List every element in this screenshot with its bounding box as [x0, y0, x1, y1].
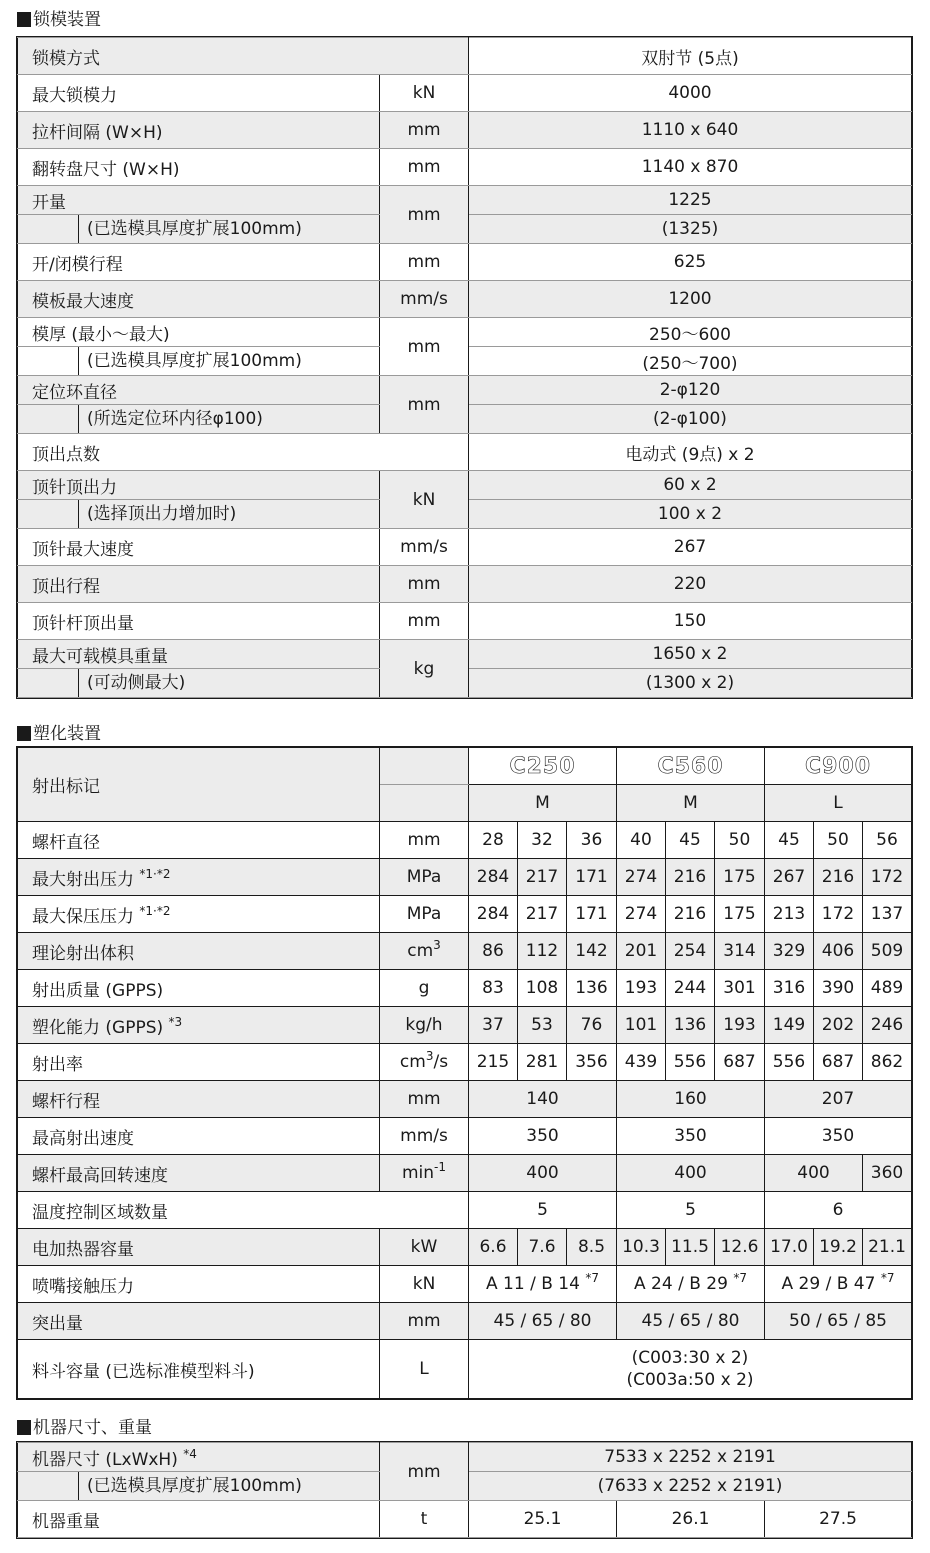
- tie-bar-unit: mm: [380, 112, 469, 149]
- table-row: [18, 1501, 912, 1538]
- cell: 45: [666, 822, 715, 859]
- table-row: [18, 566, 912, 603]
- cell: 12.6: [715, 1229, 765, 1266]
- cell: 213: [765, 896, 814, 933]
- cell: 50: [814, 822, 863, 859]
- size-c250: M: [469, 785, 617, 822]
- table-row: [18, 1081, 912, 1118]
- machine-size-value-ext: (7633 x 2252 x 2191): [469, 1472, 912, 1501]
- cell: 45 / 65 / 80: [617, 1303, 765, 1340]
- cell: 19.2: [814, 1229, 863, 1266]
- shot-volume-unit: $cm^3$: [380, 933, 469, 970]
- shot-mass-unit: g: [380, 970, 469, 1007]
- cell: 137: [863, 896, 912, 933]
- cell: 193: [617, 970, 666, 1007]
- cell: 390: [814, 970, 863, 1007]
- platen-value: 1140 x 870: [469, 149, 912, 186]
- cell: 862: [863, 1044, 912, 1081]
- locating-ring-sub-label: (所选定位环内径φ100): [78, 405, 379, 433]
- cell: 40: [617, 822, 666, 859]
- footnote: *7: [733, 1271, 747, 1285]
- opening-sub-label: (已选模具厚度扩展100mm): [78, 215, 379, 243]
- cell: 171: [567, 859, 617, 896]
- max-injection-speed-label: 最高射出速度: [18, 1118, 380, 1155]
- table-row: [18, 1266, 912, 1303]
- table-row: [18, 38, 912, 75]
- ejector-stroke-label: 顶出行程: [18, 566, 380, 603]
- shot-volume-label: 理论射出体积: [18, 933, 380, 970]
- cell: 37: [469, 1007, 518, 1044]
- model-c250: C250: [469, 748, 617, 785]
- cell: 400: [617, 1155, 765, 1192]
- table-row: [18, 471, 912, 500]
- ejector-rod-label: 顶针杆顶出量: [18, 603, 380, 640]
- machine-weight-label: 机器重量: [18, 1501, 380, 1538]
- ejector-stroke-value: 220: [469, 566, 912, 603]
- clamp-force-value: 4000: [469, 75, 912, 112]
- table-row: [18, 1118, 912, 1155]
- cell: 687: [715, 1044, 765, 1081]
- mold-weight-label: 最大可载模具重量: [18, 640, 380, 669]
- cell: 50 / 65 / 85: [765, 1303, 912, 1340]
- ejector-rod-unit: mm: [380, 603, 469, 640]
- mold-weight-value: 1650 x 2: [469, 640, 912, 669]
- footnote: *4: [183, 1446, 197, 1461]
- cell: 274: [617, 859, 666, 896]
- model-c900: C900: [765, 748, 912, 785]
- cell: 314: [715, 933, 765, 970]
- clamp-method-value: 双肘节 (5点): [469, 38, 912, 75]
- mold-weight-unit: kg: [380, 640, 469, 698]
- cell: 53: [518, 1007, 567, 1044]
- table-row: [18, 434, 912, 471]
- cell: A 11 / B 14 $^{*7}$: [469, 1266, 617, 1303]
- holding-pressure-label: 最大保压压力 $^{*1\cdot*2}$: [18, 896, 380, 933]
- nozzle-contact-unit: kN: [380, 1266, 469, 1303]
- table-row: [18, 970, 912, 1007]
- ejector-points-label: 顶出点数: [18, 434, 469, 471]
- cell: 175: [715, 896, 765, 933]
- table-row: [18, 748, 912, 785]
- section-title-dimensions: 机器尺寸、重量: [17, 1418, 152, 1438]
- screw-rotation-unit: $\min^{-1}$: [380, 1155, 469, 1192]
- shot-mass-label: 射出质量 (GPPS): [18, 970, 380, 1007]
- cell: 350: [617, 1118, 765, 1155]
- section-title-injection: 塑化装置: [17, 724, 101, 744]
- table-row: [18, 1229, 912, 1266]
- screw-diameter-unit: mm: [380, 822, 469, 859]
- clamp-force-label: 最大锁模力: [18, 75, 380, 112]
- ejector-force-unit: kN: [380, 471, 469, 529]
- temperature-zones-label: 温度控制区域数量: [18, 1192, 469, 1229]
- dimensions-table: [17, 1442, 912, 1538]
- cell: 140: [469, 1081, 617, 1118]
- cell: 246: [863, 1007, 912, 1044]
- clamp-force-unit: kN: [380, 75, 469, 112]
- cell: 101: [617, 1007, 666, 1044]
- mold-thickness-unit: mm: [380, 318, 469, 376]
- table-row: [18, 1443, 912, 1472]
- screw-stroke-label: 螺杆行程: [18, 1081, 380, 1118]
- cell: 201: [617, 933, 666, 970]
- table-row: [18, 149, 912, 186]
- cell: 160: [617, 1081, 765, 1118]
- footnote: *1·*2: [139, 866, 171, 881]
- screw-stroke-unit: mm: [380, 1081, 469, 1118]
- platen-label: 翻转盘尺寸 (W×H): [18, 149, 380, 186]
- ejector-rod-value: 150: [469, 603, 912, 640]
- ejector-force-value-alt: 100 x 2: [469, 500, 912, 529]
- screw-diameter-label: 螺杆直径: [18, 822, 380, 859]
- machine-size-value: 7533 x 2252 x 2191: [469, 1443, 912, 1472]
- ejector-speed-unit: mm/s: [380, 529, 469, 566]
- cell: A 29 / B 47 $^{*7}$: [765, 1266, 912, 1303]
- table-row: [18, 1044, 912, 1081]
- cell: 17.0: [765, 1229, 814, 1266]
- opening-unit: mm: [380, 186, 469, 244]
- section-title-clamp: 锁模装置: [17, 10, 101, 30]
- cell: 76: [567, 1007, 617, 1044]
- cell: 509: [863, 933, 912, 970]
- cell: 193: [715, 1007, 765, 1044]
- cell: 50: [715, 822, 765, 859]
- table-row: [18, 112, 912, 149]
- cell: 142: [567, 933, 617, 970]
- ejector-force-sub-label: (选择顶出力增加时): [78, 500, 379, 528]
- cell: 136: [666, 1007, 715, 1044]
- table-row: [18, 1155, 912, 1192]
- cell: 215: [469, 1044, 518, 1081]
- injection-spec-table: [17, 747, 912, 1399]
- cell: 45 / 65 / 80: [469, 1303, 617, 1340]
- cell: 175: [715, 859, 765, 896]
- hopper-capacity-value: (C003:30 x 2) (C003a:50 x 2): [469, 1340, 912, 1399]
- protrusion-label: 突出量: [18, 1303, 380, 1340]
- cell: 556: [666, 1044, 715, 1081]
- cell: 301: [715, 970, 765, 1007]
- injection-rate-label: 射出率: [18, 1044, 380, 1081]
- tie-bar-label: 拉杆间隔 (W×H): [18, 112, 380, 149]
- cell: 11.5: [666, 1229, 715, 1266]
- square-bullet-icon: [17, 1420, 31, 1435]
- cell: 439: [617, 1044, 666, 1081]
- cell: 284: [469, 896, 518, 933]
- machine-size-unit: mm: [380, 1443, 469, 1501]
- ejector-speed-value: 267: [469, 529, 912, 566]
- cell: 400: [469, 1155, 617, 1192]
- cell: 400: [765, 1155, 863, 1192]
- mold-weight-sub-label: (可动侧最大): [78, 669, 379, 697]
- cell: A 24 / B 29 $^{*7}$: [617, 1266, 765, 1303]
- table-row: [18, 859, 912, 896]
- injection-pressure-unit: MPa: [380, 859, 469, 896]
- cell: 27.5: [765, 1501, 912, 1538]
- mold-weight-value-alt: (1300 x 2): [469, 669, 912, 698]
- heater-capacity-label: 电加热器容量: [18, 1229, 380, 1266]
- size-c560: M: [617, 785, 765, 822]
- cell: 360: [863, 1155, 912, 1192]
- screw-rotation-label: 螺杆最高回转速度: [18, 1155, 380, 1192]
- table-row: [18, 1303, 912, 1340]
- stroke-unit: mm: [380, 244, 469, 281]
- cell: 216: [666, 859, 715, 896]
- cell: 86: [469, 933, 518, 970]
- model-c560: C560: [617, 748, 765, 785]
- cell: 108: [518, 970, 567, 1007]
- cell: 274: [617, 896, 666, 933]
- cell: 10.3: [617, 1229, 666, 1266]
- cell: 8.5: [567, 1229, 617, 1266]
- platen-unit: mm: [380, 149, 469, 186]
- table-row: [18, 75, 912, 112]
- cell: 281: [518, 1044, 567, 1081]
- nozzle-contact-label: 喷嘴接触压力: [18, 1266, 380, 1303]
- injection-mark-label: 射出标记: [18, 748, 380, 822]
- cell: 356: [567, 1044, 617, 1081]
- clamp-spec-table: [17, 37, 912, 698]
- platen-speed-label: 模板最大速度: [18, 281, 380, 318]
- cell: 25.1: [469, 1501, 617, 1538]
- table-row: [18, 529, 912, 566]
- hopper-capacity-label: 料斗容量 (已选标准模型料斗): [18, 1340, 380, 1399]
- ejector-force-label: 顶针顶出力: [18, 471, 380, 500]
- cell: 6: [765, 1192, 912, 1229]
- footnote: *1·*2: [139, 903, 171, 918]
- cell: 171: [567, 896, 617, 933]
- cell: 5: [469, 1192, 617, 1229]
- machine-weight-unit: t: [380, 1501, 469, 1538]
- cell: 244: [666, 970, 715, 1007]
- cell: 216: [814, 859, 863, 896]
- plasticizing-capacity-unit: kg/h: [380, 1007, 469, 1044]
- cell: 316: [765, 970, 814, 1007]
- table-row: [18, 603, 912, 640]
- machine-size-sub-label: (已选模具厚度扩展100mm): [78, 1472, 379, 1500]
- table-row: [18, 186, 912, 215]
- table-row: [18, 244, 912, 281]
- table-row: [18, 896, 912, 933]
- table-row: [18, 376, 912, 405]
- cell: 202: [814, 1007, 863, 1044]
- mold-thickness-sub-label: (已选模具厚度扩展100mm): [78, 347, 379, 375]
- protrusion-unit: mm: [380, 1303, 469, 1340]
- cell: 329: [765, 933, 814, 970]
- cell: 28: [469, 822, 518, 859]
- mold-thickness-value-ext: (250～700): [469, 347, 912, 376]
- cell: 36: [567, 822, 617, 859]
- stroke-value: 625: [469, 244, 912, 281]
- table-row: [18, 1007, 912, 1044]
- table-row: [18, 1340, 912, 1399]
- cell: 284: [469, 859, 518, 896]
- cell: 56: [863, 822, 912, 859]
- ejector-force-value: 60 x 2: [469, 471, 912, 500]
- size-c900: L: [765, 785, 912, 822]
- cell: 216: [666, 896, 715, 933]
- mold-thickness-value: 250～600: [469, 318, 912, 347]
- cell: 217: [518, 859, 567, 896]
- mold-thickness-label: 模厚 (最小～最大): [18, 318, 380, 347]
- table-row: [18, 933, 912, 970]
- heater-capacity-unit: kW: [380, 1229, 469, 1266]
- footnote: *7: [585, 1271, 599, 1285]
- tie-bar-value: 1110 x 640: [469, 112, 912, 149]
- machine-size-label: 机器尺寸 (LxWxH) $^{*4}$: [18, 1443, 380, 1472]
- clamp-method-label: 锁模方式: [18, 38, 469, 75]
- locating-ring-value: 2-φ120: [469, 376, 912, 405]
- locating-ring-label: 定位环直径: [18, 376, 380, 405]
- cell: 489: [863, 970, 912, 1007]
- holding-pressure-unit: MPa: [380, 896, 469, 933]
- cell: 172: [863, 859, 912, 896]
- cell: 217: [518, 896, 567, 933]
- table-row: [18, 281, 912, 318]
- cell: 32: [518, 822, 567, 859]
- cell: 136: [567, 970, 617, 1007]
- cell: 6.6: [469, 1229, 518, 1266]
- square-bullet-icon: [17, 726, 31, 741]
- injection-pressure-label: 最大射出压力 $^{*1\cdot*2}$: [18, 859, 380, 896]
- opening-label: 开量: [18, 186, 380, 215]
- cell: 45: [765, 822, 814, 859]
- ejector-points-value: 电动式 (9点) x 2: [469, 434, 912, 471]
- hopper-capacity-unit: L: [380, 1340, 469, 1399]
- cell: 556: [765, 1044, 814, 1081]
- stroke-label: 开/闭模行程: [18, 244, 380, 281]
- max-injection-speed-unit: mm/s: [380, 1118, 469, 1155]
- plasticizing-capacity-label: 塑化能力 (GPPS) $^{*3}$: [18, 1007, 380, 1044]
- cell: 350: [469, 1118, 617, 1155]
- cell: 112: [518, 933, 567, 970]
- cell: 5: [617, 1192, 765, 1229]
- ejector-stroke-unit: mm: [380, 566, 469, 603]
- cell: 350: [765, 1118, 912, 1155]
- footnote: *3: [168, 1014, 183, 1029]
- cell: 149: [765, 1007, 814, 1044]
- table-row: [18, 318, 912, 347]
- cell: 687: [814, 1044, 863, 1081]
- cell: 7.6: [518, 1229, 567, 1266]
- platen-speed-value: 1200: [469, 281, 912, 318]
- cell: 26.1: [617, 1501, 765, 1538]
- table-row: [18, 822, 912, 859]
- locating-ring-value-alt: (2-φ100): [469, 405, 912, 434]
- table-row: [18, 640, 912, 669]
- platen-speed-unit: mm/s: [380, 281, 469, 318]
- cell: 172: [814, 896, 863, 933]
- footnote: *7: [880, 1271, 895, 1285]
- table-row: [18, 1192, 912, 1229]
- cell: 83: [469, 970, 518, 1007]
- ejector-speed-label: 顶针最大速度: [18, 529, 380, 566]
- injection-rate-unit: $cm^3/s$: [380, 1044, 469, 1081]
- cell: 406: [814, 933, 863, 970]
- opening-value: 1225: [469, 186, 912, 215]
- cell: 254: [666, 933, 715, 970]
- opening-value-ext: (1325): [469, 215, 912, 244]
- cell: 207: [765, 1081, 912, 1118]
- cell: 267: [765, 859, 814, 896]
- square-bullet-icon: [17, 12, 31, 27]
- locating-ring-unit: mm: [380, 376, 469, 434]
- cell: 21.1: [863, 1229, 912, 1266]
